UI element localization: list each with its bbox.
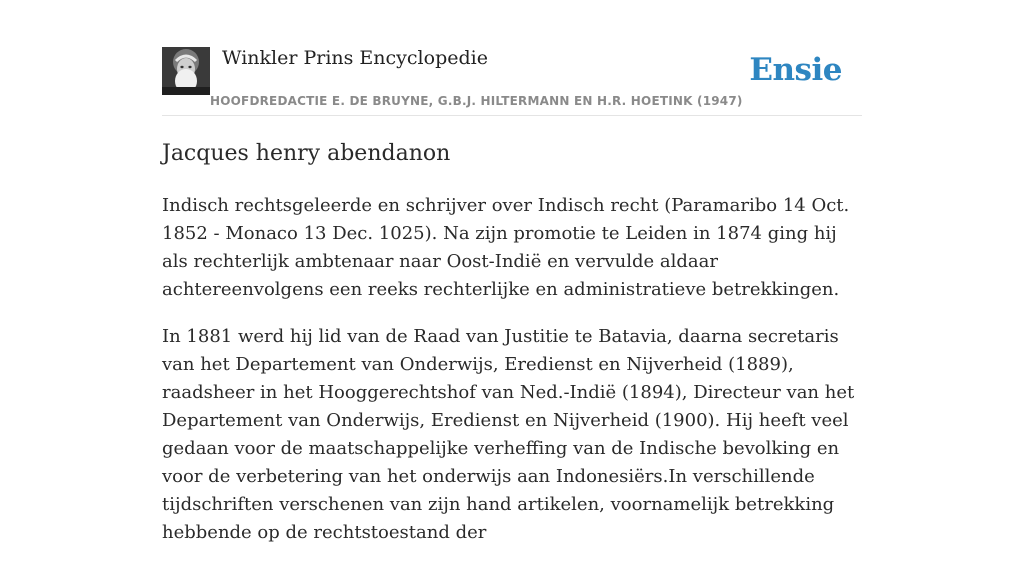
source-title[interactable]: Winkler Prins Encyclopedie (222, 47, 488, 69)
portrait-icon (162, 47, 210, 95)
article-body (162, 192, 862, 566)
article-title: Jacques henry abendanon (162, 141, 451, 166)
source-avatar[interactable] (162, 47, 210, 95)
brand-logo[interactable]: Ensie (749, 52, 842, 88)
source-header (162, 46, 862, 116)
article-paragraph: Indisch rechtsgeleerde en schrijver over Indisch recht (Paramaribo 14 Oct. 1852 - Monaco 13 Dec. 1025). Na zijn promotie te Leiden in 1874 ging hij als rechterlijk ambtenaar naar Oost-Indië en vervulde aldaar achtereenvolgens een reeks rechterlijke en administratieve betrekkingen. (162, 195, 850, 300)
source-editors: HOOFDREDACTIE E. DE BRUYNE, G.B.J. HILTERMANN EN H.R. HOETINK (1947) (210, 94, 743, 108)
article-paragraph: In 1881 werd hij lid van de Raad van Justitie te Batavia, daarna secretaris van het Departement van Onderwijs, Eredienst en Nijverheid (1889), raadsheer in het Hooggerechtshof van Ned.-Indië (1894), Directeur van het Departement van Onderwijs, Eredienst en Nijverheid (1900). Hij heeft veel gedaan voor de maatschappelijke verheffing van de Indische bevolking en voor de verbetering van het onderwijs aan Indonesiërs.In verschillende tijdschriften verschenen van zijn hand artikelen, voornamelijk betrekking hebbende op de rechtstoestand der (162, 326, 855, 543)
